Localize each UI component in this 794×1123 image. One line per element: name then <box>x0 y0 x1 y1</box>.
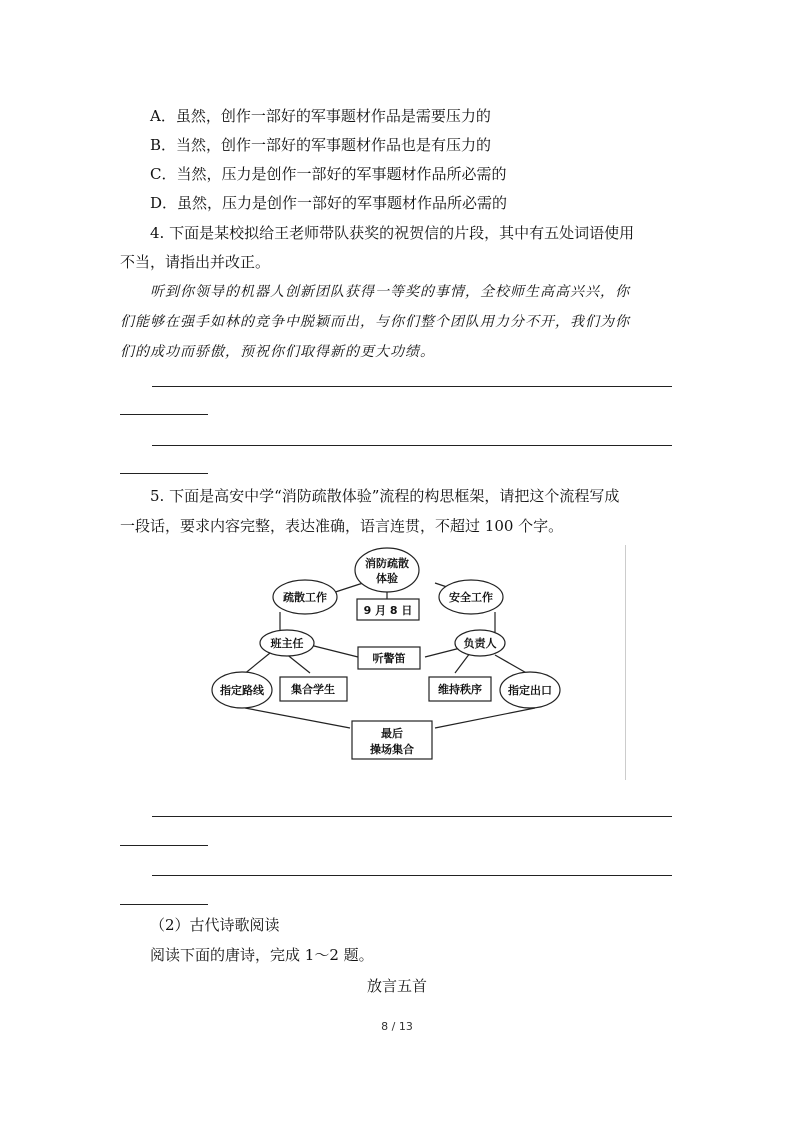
page-number: 8 / 13 <box>381 1020 413 1033</box>
diagram-border <box>625 545 626 780</box>
answer-line[interactable] <box>120 904 208 905</box>
node-person-in-charge-label: 负责人 <box>463 637 497 650</box>
node-final-assembly-line2: 操场集合 <box>370 743 414 756</box>
node-date <box>357 599 419 620</box>
section-instruction: 阅读下面的唐诗，完成 1～2 题。 <box>150 946 374 964</box>
node-alarm <box>358 647 420 669</box>
ellipse-shape <box>355 548 419 592</box>
node-keep-order-label: 维持秩序 <box>438 683 482 696</box>
answer-line[interactable] <box>152 816 672 817</box>
node-gather-students-label: 集合学生 <box>291 683 335 696</box>
node-designated-route-label: 指定路线 <box>220 684 264 697</box>
question-5-prompt: 5. 下面是高安中学“消防疏散体验”流程的构思框架，请把这个流程写成 <box>150 487 620 505</box>
answer-line[interactable] <box>152 875 672 876</box>
passage-line: 听到你领导的机器人创新团队获得一等奖的事情，全校师生高高兴兴，你 <box>150 284 630 300</box>
node-designated-exit <box>500 672 560 708</box>
option-d: D．虽然，压力是创作一部好的军事题材作品所必需的 <box>150 194 508 212</box>
node-person-in-charge <box>455 630 505 656</box>
answer-line[interactable] <box>120 414 208 415</box>
question-5-prompt-cont: 一段话，要求内容完整，表达准确，语言连贯，不超过 100 个字。 <box>120 517 564 535</box>
node-alarm-label: 听警笛 <box>372 652 406 665</box>
section-heading: （2）古代诗歌阅读 <box>150 916 280 934</box>
node-head-teacher <box>260 630 314 656</box>
node-designated-route <box>212 672 272 708</box>
node-keep-order <box>429 677 491 701</box>
answer-line[interactable] <box>120 473 208 474</box>
node-final-assembly <box>352 721 432 759</box>
node-head-teacher-label: 班主任 <box>270 637 304 650</box>
answer-line[interactable] <box>152 386 672 387</box>
node-fire-drill-line1: 消防疏散 <box>365 557 409 570</box>
node-safety-work <box>439 580 503 614</box>
node-final-assembly-line1: 最后 <box>381 727 403 740</box>
question-4-prompt-cont: 不当，请指出并改正。 <box>120 253 271 271</box>
option-b: B．当然，创作一部好的军事题材作品也是有压力的 <box>150 136 492 154</box>
node-evacuation-work <box>273 580 337 614</box>
flow-diagram <box>205 545 625 780</box>
node-safety-work-label: 安全工作 <box>449 591 493 604</box>
answer-line[interactable] <box>152 445 672 446</box>
passage-line: 们能够在强手如林的竞争中脱颖而出，与你们整个团队用力分不开，我们为你 <box>120 314 630 330</box>
node-fire-drill-line2: 体验 <box>376 572 398 585</box>
poem-title: 放言五首 <box>366 977 427 995</box>
node-gather-students <box>280 677 347 701</box>
option-a: A．虽然，创作一部好的军事题材作品是需要压力的 <box>150 107 491 125</box>
option-c: C．当然，压力是创作一部好的军事题材作品所必需的 <box>150 165 507 183</box>
node-evacuation-work-label: 疏散工作 <box>283 591 327 604</box>
node-designated-exit-label: 指定出口 <box>508 684 552 697</box>
passage-line: 们的成功而骄傲，预祝你们取得新的更大功绩。 <box>120 344 435 360</box>
answer-line[interactable] <box>120 845 208 846</box>
node-date-label: 9 月 8 日 <box>363 604 413 617</box>
question-4-prompt: 4. 下面是某校拟给王老师带队获奖的祝贺信的片段，其中有五处词语使用 <box>150 224 635 242</box>
node-fire-drill <box>355 548 419 592</box>
